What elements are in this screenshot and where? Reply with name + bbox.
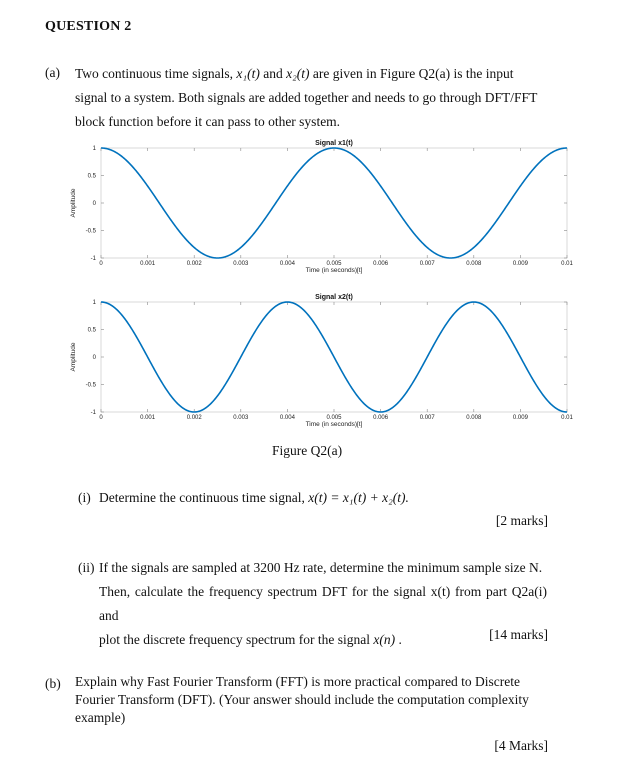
question-title: QUESTION 2 [45, 19, 132, 34]
x-tick-label: 0.008 [466, 261, 482, 267]
x-tick-label: 0.004 [279, 415, 295, 421]
signal-curve [101, 148, 567, 258]
x-tick-label: 0.006 [373, 415, 389, 421]
x-axis-label: Time (in seconds)[t] [305, 421, 363, 428]
part-b-line3: example) [75, 710, 126, 725]
y-tick-label: 0 [92, 355, 96, 361]
x-tick-label: 0.009 [512, 415, 528, 421]
y-axis-label: Amplitude [70, 342, 77, 372]
y-tick-label: 0.5 [87, 327, 96, 334]
plot-title: Signal x2(t) [315, 294, 353, 301]
part-a-label: (a) [45, 65, 60, 80]
part-a-line3: block function before it can pass to other system. [75, 114, 341, 129]
sum-equation: x(t) = x₁(t) + x₂(t). [308, 490, 409, 505]
y-tick-label: -0.5 [85, 382, 96, 389]
y-tick-label: 0 [92, 201, 96, 207]
x-tick-label: 0 [99, 261, 103, 267]
part-b-line2: Fourier Transform (DFT). (Your answer should include the computation complexity [75, 692, 529, 707]
sub-ii-line3: plot the discrete frequency spectrum for the signal x(n) . [99, 632, 402, 647]
x-tick-label: 0.005 [326, 261, 342, 267]
x-tick-label: 0.003 [233, 261, 249, 267]
x-tick-label: 0.006 [373, 261, 389, 267]
x-axis-label: Time (in seconds)[t] [305, 267, 363, 274]
x-tick-label: 0.005 [326, 415, 342, 421]
part-a-line2: signal to a system. Both signals are added together and needs to go through DFT/FFT [75, 90, 538, 105]
y-tick-label: -0.5 [85, 228, 96, 235]
signal-curve [101, 302, 567, 412]
sub-i-label: (i) [78, 490, 91, 505]
x-tick-label: 0.007 [419, 415, 435, 421]
x1-symbol: x₁(t) [236, 66, 260, 81]
sub-i-text: Determine the continuous time signal, x(t) = x₁(t) + x₂(t). [99, 490, 409, 505]
x-tick-label: 0.009 [512, 261, 528, 267]
part-b-marks: [4 Marks] [494, 738, 548, 753]
x-tick-label: 0.002 [186, 415, 202, 421]
y-tick-label: 1 [92, 146, 96, 152]
part-b-label: (b) [45, 676, 61, 691]
x-tick-label: 0.001 [140, 415, 156, 421]
sub-ii-line2: Then, calculate the frequency spectrum DFT for the signal x(t) from part Q2a(i) and [99, 584, 547, 623]
y-tick-label: -1 [90, 256, 96, 262]
plot-x2 [70, 294, 573, 428]
x-tick-label: 0.007 [419, 261, 435, 267]
sub-ii-marks: [14 marks] [489, 627, 548, 642]
part-b-line1: Explain why Fast Fourier Transform (FFT) is more practical compared to Discrete [75, 674, 521, 689]
y-tick-label: 1 [92, 300, 96, 306]
x-tick-label: 0.003 [233, 415, 249, 421]
part-a-line1: Two continuous time signals, x₁(t) and x₂(t) are given in Figure Q2(a) is the input [75, 66, 514, 81]
x-tick-label: 0.008 [466, 415, 482, 421]
x-tick-label: 0.01 [561, 415, 573, 421]
x-tick-label: 0.01 [561, 261, 573, 267]
sub-ii-label: (ii) [78, 560, 95, 575]
plot-title: Signal x1(t) [315, 140, 353, 147]
sub-i-marks: [2 marks] [495, 513, 548, 528]
x-tick-label: 0 [99, 415, 103, 421]
x-tick-label: 0.004 [279, 261, 295, 267]
sub-ii-text [99, 556, 547, 652]
sub-ii-line1: If the signals are sampled at 3200 Hz rate, determine the minimum sample size N. [99, 560, 543, 575]
x-tick-label: 0.002 [186, 261, 202, 267]
y-axis-label: Amplitude [70, 188, 77, 218]
part-b-text [75, 673, 547, 727]
figure-caption: Figure Q2(a) [272, 443, 343, 458]
y-tick-label: 0.5 [87, 173, 96, 180]
x2-symbol: x₂(t) [286, 66, 310, 81]
y-tick-label: -1 [90, 410, 96, 416]
plot-x1 [70, 140, 573, 274]
x-tick-label: 0.001 [140, 261, 156, 267]
plot-frame [101, 148, 567, 258]
